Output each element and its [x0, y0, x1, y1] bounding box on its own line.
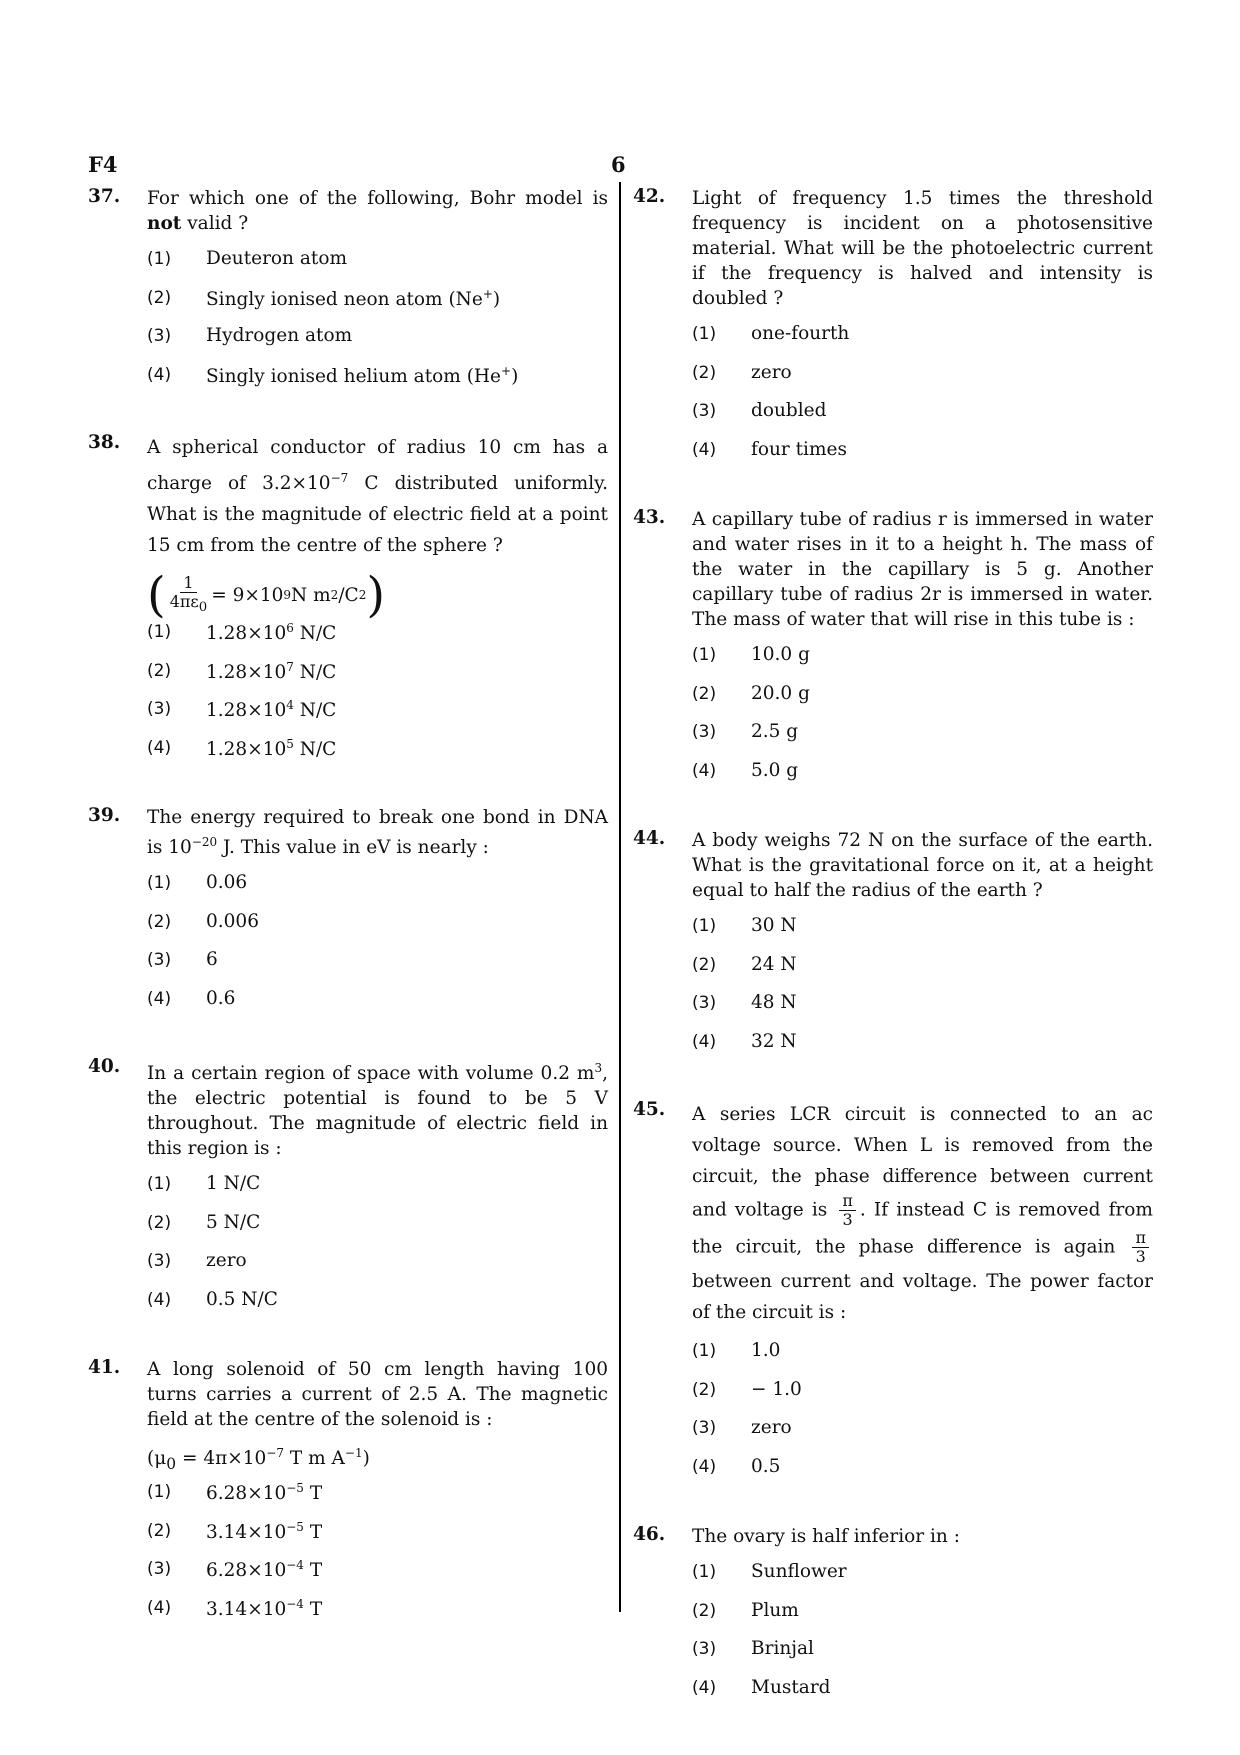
question-text: A series LCR circuit is connected to an ac voltage source. When L is removed from the circuit, the phase difference between current and voltage is $\frac{\pi}{3}$ . If instead C is removed from the circuit, the phase difference is again $\frac{\pi}{3}$ between current and voltage. The power factor of the circuit is : — [692, 1104, 1153, 1323]
option[interactable]: (4) 0.5 N/C — [147, 1288, 278, 1310]
question-39 — [88, 805, 608, 1026]
options-list — [692, 1340, 1153, 1494]
question-number: 42. — [633, 186, 666, 207]
question-text: A body weighs 72 N on the surface of the earth. What is the gravitational force on it, at a height equal to half the radius of the earth ? — [692, 830, 1153, 901]
option[interactable]: (1) $6.28\times 10^{-5}$ T — [147, 1481, 323, 1505]
options-list — [692, 644, 1153, 798]
option[interactable]: (4) 5.0 g — [692, 759, 799, 781]
given-constant: ($\mu_0 = 4\pi\times 10^{-7}$ T m $A^{-1}$) — [147, 1446, 370, 1474]
option[interactable]: (4) 32 N — [692, 1030, 797, 1052]
option[interactable]: (3) $6.28\times 10^{-4}$ T — [147, 1558, 323, 1582]
question-44 — [633, 828, 1153, 1069]
question-number: 45. — [633, 1099, 666, 1120]
option[interactable]: (1) 0.06 — [147, 872, 248, 894]
question-number: 39. — [88, 805, 121, 827]
column-divider — [619, 182, 621, 1612]
option[interactable]: (3) zero — [147, 1250, 247, 1272]
question-number: 37. — [88, 186, 121, 207]
question-text: The energy required to break one bond in DNA is $10^{-20}$ J. This value in eV is nearly : — [147, 807, 608, 859]
option[interactable]: (4) four times — [692, 438, 847, 460]
option[interactable]: (4) Mustard — [692, 1676, 831, 1698]
option[interactable]: (2) 5 N/C — [147, 1211, 261, 1233]
option[interactable]: (3) Brinjal — [692, 1638, 814, 1659]
question-text: A spherical conductor of radius 10 cm has a charge of $3.2\times 10^{-7}$ C distributed uniformly. What is the magnitude of electric field at a point 15 cm from the centre of the sphere ? — [147, 437, 609, 557]
question-38 — [88, 432, 608, 775]
option[interactable]: (3) doubled — [692, 400, 827, 421]
paper-code: F4 — [88, 152, 118, 177]
option[interactable]: (1) Deuteron atom — [147, 248, 347, 269]
option[interactable]: (2) − 1.0 — [692, 1378, 802, 1400]
options-list — [692, 915, 1153, 1069]
options-list — [147, 1481, 608, 1635]
option[interactable]: (4) 0.5 — [692, 1455, 781, 1477]
question-42 — [633, 186, 1153, 477]
option[interactable]: (2) $1.28\times 10^7$ N/C — [147, 659, 337, 683]
question-number: 38. — [88, 432, 121, 453]
options-list — [147, 1173, 608, 1327]
option[interactable]: (4) 0.6 — [147, 987, 236, 1009]
option[interactable]: (1) 1.0 — [692, 1340, 781, 1361]
question-number: 46. — [633, 1524, 666, 1545]
option[interactable]: (2) $3.14\times 10^{-5}$ T — [147, 1519, 323, 1543]
right-column — [633, 186, 1153, 1745]
option[interactable]: (3) $1.28\times 10^4$ N/C — [147, 698, 337, 722]
option[interactable]: (1) $1.28\times 10^6$ N/C — [147, 621, 337, 645]
option[interactable]: (1) Sunflower — [692, 1561, 847, 1582]
options-list — [692, 323, 1153, 477]
question-41 — [88, 1357, 608, 1635]
options-list — [147, 872, 608, 1026]
pi-over-3-fraction: $\frac{\pi}{3}$ — [839, 1192, 856, 1229]
option[interactable]: (3) 6 — [147, 949, 218, 971]
left-column — [88, 186, 608, 1665]
page-number: 6 — [611, 152, 626, 177]
option[interactable]: (2) 20.0 g — [692, 682, 810, 704]
question-45 — [633, 1099, 1153, 1494]
question-number: 43. — [633, 507, 666, 528]
question-37 — [88, 186, 608, 402]
pi-over-3-fraction: $\frac{\pi}{3}$ — [1132, 1229, 1149, 1266]
option[interactable]: (2) 24 N — [692, 953, 797, 975]
option[interactable]: (1) 30 N — [692, 915, 797, 936]
option[interactable]: (1) 10.0 g — [692, 644, 810, 665]
question-text: The ovary is half inferior in : — [692, 1526, 960, 1547]
question-40 — [88, 1056, 608, 1327]
option[interactable]: (3) 2.5 g — [692, 721, 799, 742]
question-text: A long solenoid of 50 cm length having 100 turns carries a current of 2.5 A. The magnetic field at the centre of the solenoid is : — [147, 1359, 608, 1431]
option[interactable]: (4) Singly ionised helium atom (He+) — [147, 363, 519, 387]
option[interactable]: (4) $1.28\times 10^5$ N/C — [147, 736, 337, 760]
question-number: 40. — [88, 1056, 121, 1078]
options-list — [692, 1561, 1153, 1715]
question-text: Light of frequency 1.5 times the threshold frequency is incident on a photosensitive material. What will be the photoelectric current if the frequency is halved and intensity is doubled ? — [692, 188, 1153, 309]
question-number: 41. — [88, 1357, 121, 1379]
question-text: In a certain region of space with volume 0.2 $m^3$, the electric potential is found to be 5 V throughout. The magnitude of electric field in this region is : — [147, 1061, 608, 1160]
options-list — [147, 248, 608, 402]
option[interactable]: (3) Hydrogen atom — [147, 325, 353, 346]
option[interactable]: (3) zero — [692, 1417, 792, 1438]
options-list — [147, 621, 608, 775]
option[interactable]: (2) Singly ionised neon atom (Ne+) — [147, 286, 501, 310]
question-number: 44. — [633, 828, 666, 849]
option[interactable]: (2) 0.006 — [147, 910, 259, 932]
question-46 — [633, 1524, 1153, 1715]
question-text: For which one of the following, Bohr model is not valid ? — [147, 188, 608, 234]
given-constant: ( $\frac{1}{4\pi\varepsilon_0}$ = 9×10 9 N m 2 /C 2 ) — [147, 567, 386, 624]
question-text: A capillary tube of radius r is immersed in water and water rises in it to a height h. The mass of the water in the capillary is 5 g. Another capillary tube of radius 2r is immersed in water. The mass of water that will rise in this tube is : — [692, 509, 1153, 630]
option[interactable]: (1) 1 N/C — [147, 1173, 261, 1195]
option[interactable]: (2) zero — [692, 361, 792, 383]
option[interactable]: (4) $3.14\times 10^{-4}$ T — [147, 1596, 323, 1620]
option[interactable]: (1) one-fourth — [692, 323, 850, 344]
option[interactable]: (2) Plum — [692, 1599, 799, 1621]
option[interactable]: (3) 48 N — [692, 992, 797, 1013]
question-43 — [633, 507, 1153, 798]
